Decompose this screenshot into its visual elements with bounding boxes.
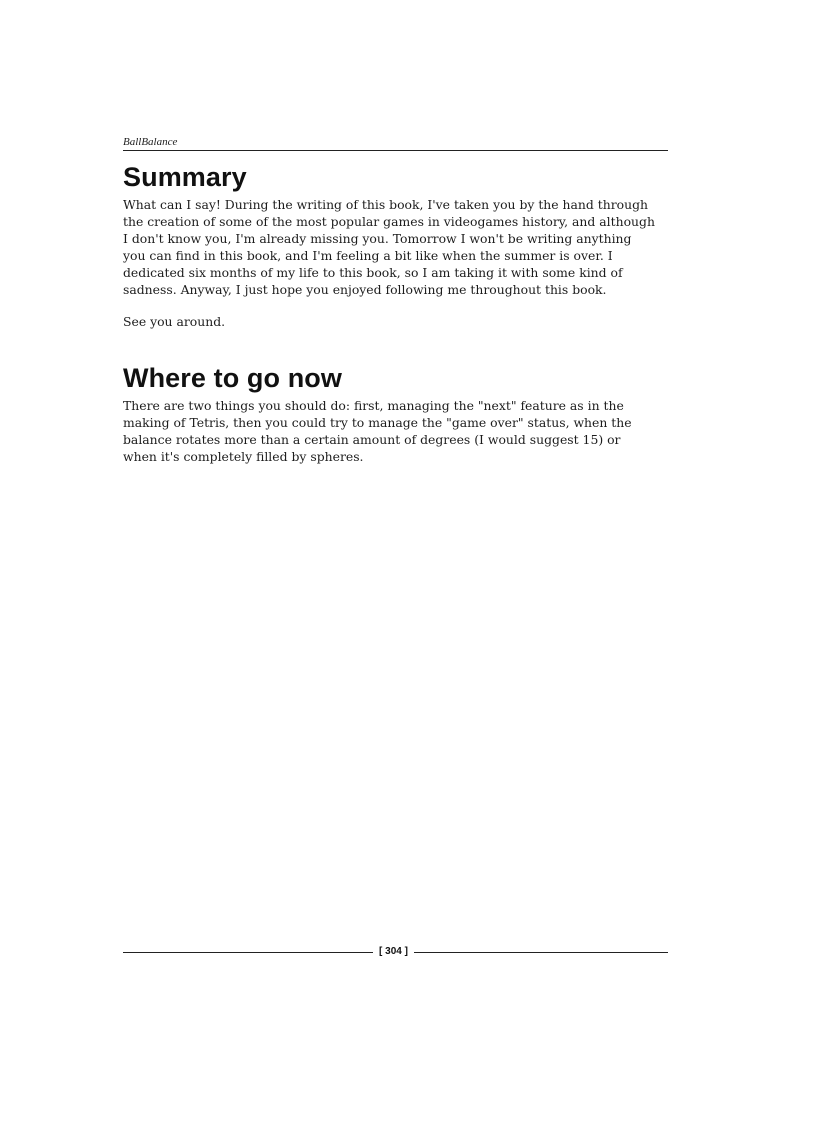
text-line: sadness. Anyway, I just hope you enjoyed following me throughout this book. [123,282,607,297]
section-title-where-to-go-now: Where to go now [123,363,342,393]
where-to-go-paragraph [123,397,668,465]
text-line: when it's completely filled by spheres. [123,449,364,464]
header-rule [123,150,668,151]
text-line: the creation of some of the most popular games in videogames history, and although [123,214,655,229]
text-line: See you around. [123,314,226,329]
running-header: BallBalance [123,136,178,148]
text-line: I don't know you, I'm already missing you. Tomorrow I won't be writing anything [123,231,632,246]
summary-closing-paragraph [123,313,668,330]
section-title-summary: Summary [123,162,247,192]
text-line: you can find in this book, and I'm feeling a bit like when the summer is over. I [123,248,613,263]
page-footer [123,944,668,962]
text-line: There are two things you should do: first, managing the "next" feature as in the [123,398,624,413]
summary-paragraph [123,196,668,298]
page-number: [ 304 ] [379,946,408,957]
text-line: dedicated six months of my life to this book, so I am taking it with some kind of [123,265,623,280]
text-line: making of Tetris, then you could try to manage the "game over" status, when the [123,415,632,430]
footer-rule-left [123,952,373,953]
text-line: What can I say! During the writing of this book, I've taken you by the hand through [123,197,648,212]
text-line: balance rotates more than a certain amount of degrees (I would suggest 15) or [123,432,621,447]
footer-rule-right [414,952,668,953]
